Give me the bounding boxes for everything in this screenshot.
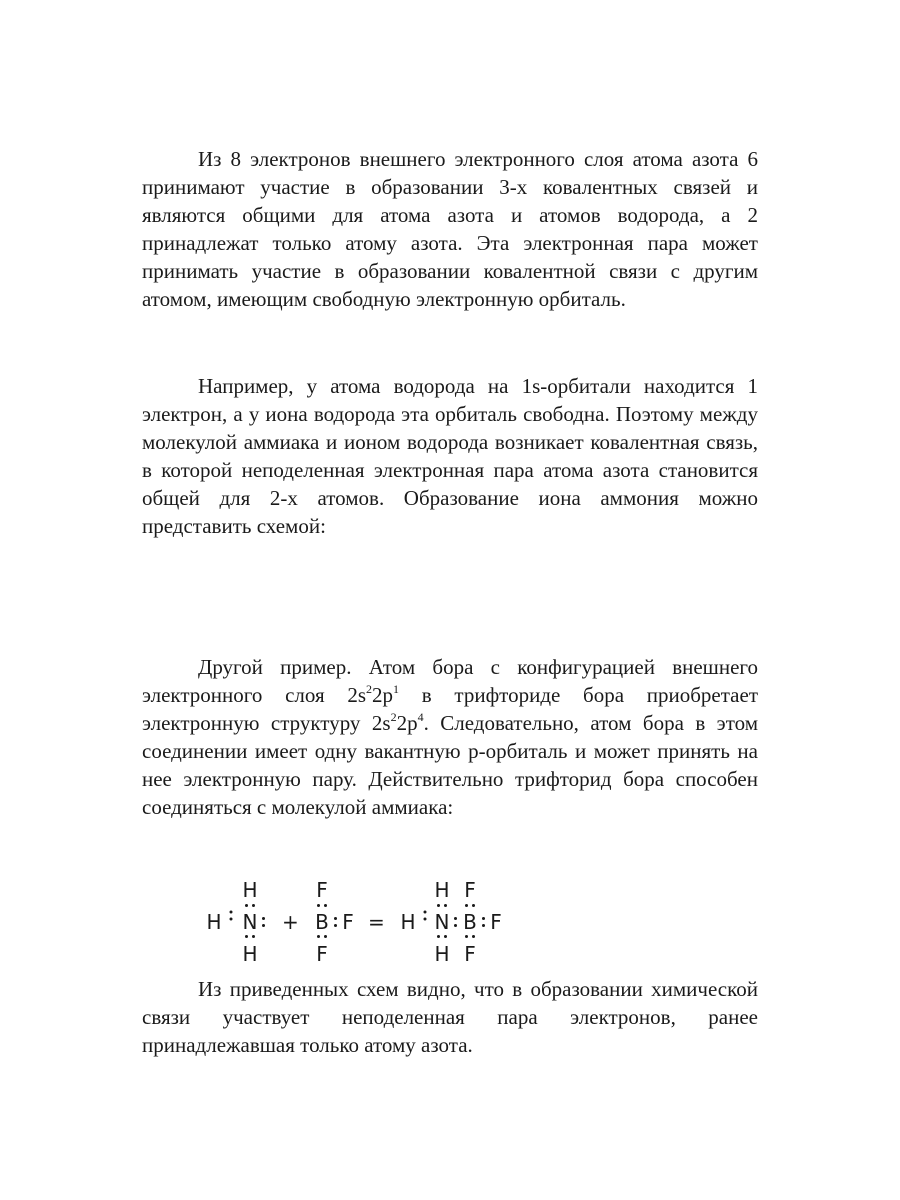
bf3-top-f: F xyxy=(316,878,328,902)
bf3-bottom-f: F xyxy=(316,942,328,966)
product-n-bottom-h: H xyxy=(434,942,450,966)
product-b-bottom-f: F xyxy=(464,942,476,966)
electron-pair xyxy=(317,904,327,907)
equals-sign: = xyxy=(368,910,385,934)
electron-pair xyxy=(465,904,475,907)
lewis-scheme xyxy=(206,878,526,968)
product-n-top-h: H xyxy=(434,878,450,902)
product-b: B xyxy=(463,910,477,934)
electron-pair xyxy=(437,935,447,938)
donor-acceptor-pair xyxy=(454,917,457,927)
plus-sign: + xyxy=(282,910,299,934)
nh3-bottom-h: H xyxy=(242,942,258,966)
product-left-h: H xyxy=(400,910,416,934)
electron-pair xyxy=(262,917,265,927)
electron-pair xyxy=(245,935,255,938)
nh3-left-h: H xyxy=(206,910,222,934)
paragraph-nitrogen-electrons: Из 8 электронов внешнего электронного слоя атома азота 6 принимают участие в образовании 3-х ковалентных связей и являются общими для атома азота и атомов водорода, а 2 принадлежат только атому азота. Эта электронная пара может принимать участие в образовании ковалентной связи с другим атомом, имеющим свободную электронную орбиталь. xyxy=(142,147,758,311)
electron-config-2: $2s^22p^4$ xyxy=(371,710,424,735)
text-fragment: Другой пример. Атом бора с конфигурацией внешнего электронного слоя xyxy=(142,655,758,707)
bf3-b: B xyxy=(315,910,329,934)
paragraph-hydrogen-ion: Например, у атома водорода на 1s-орбитали находится 1 электрон, а у иона водорода эта орбиталь свободна. Поэтому между молекулой аммиака и ионом водорода возникает ковалентная связь, в которой неподеленная электронная пара атома азота становится общей для 2-х атомов. Образование иона аммония можно представить схемой: xyxy=(142,374,758,538)
electron-pair xyxy=(437,904,447,907)
electron-pair xyxy=(334,917,337,927)
paragraph-boron-example xyxy=(142,653,758,821)
electron-pair xyxy=(465,935,475,938)
electron-pair xyxy=(424,911,427,921)
nh3-n: N xyxy=(242,910,258,934)
electron-config-1: $2s^22p^1$ xyxy=(347,682,400,707)
electron-pair xyxy=(230,911,233,921)
bf3-right-f: F xyxy=(342,910,354,934)
text-fragment: в трифториде бора приобретает электронную структуру xyxy=(142,683,758,735)
electron-pair xyxy=(482,917,485,927)
nh3-top-h: H xyxy=(242,878,258,902)
product-b-top-f: F xyxy=(464,878,476,902)
electron-pair xyxy=(245,904,255,907)
product-right-f: F xyxy=(490,910,502,934)
product-n: N xyxy=(434,910,450,934)
text-fragment: . Следовательно, атом бора в этом соединении имеет одну вакантную p-орбиталь и может принять на нее электронную пару. Действительно трифторид бора способен соединяться с молекулой аммиака: xyxy=(142,711,758,819)
electron-pair xyxy=(317,935,327,938)
paragraph-conclusion: Из приведенных схем видно, что в образовании химической связи участвует неподеленная пара электронов, ранее принадлежавшая только атому азота. xyxy=(142,977,758,1057)
